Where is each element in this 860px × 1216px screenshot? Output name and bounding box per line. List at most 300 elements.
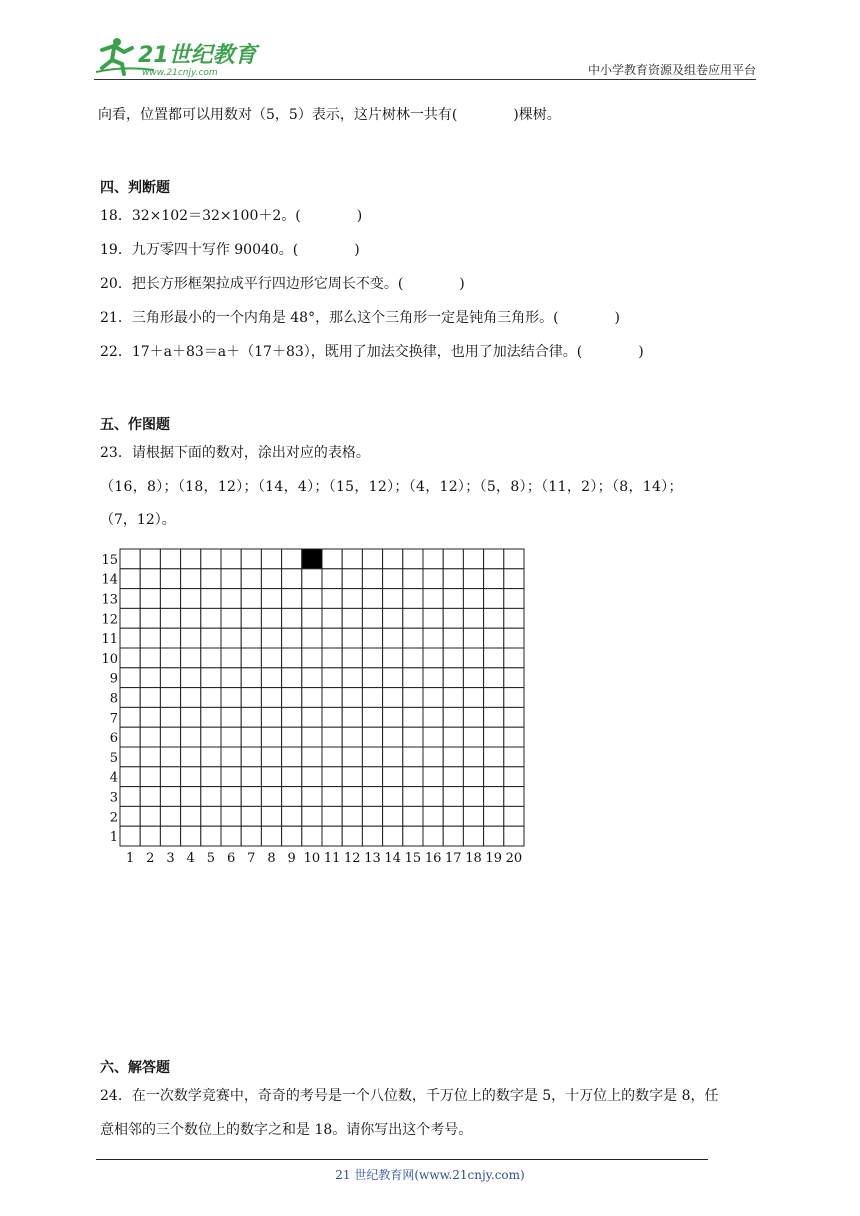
grid-cell[interactable] xyxy=(302,787,322,807)
grid-cell[interactable] xyxy=(201,787,221,807)
grid-cell[interactable] xyxy=(120,608,140,628)
grid-cell[interactable] xyxy=(443,569,463,589)
grid-cell[interactable] xyxy=(282,727,302,747)
grid-cell[interactable] xyxy=(362,549,382,569)
grid-cell[interactable] xyxy=(221,727,241,747)
grid-cell[interactable] xyxy=(342,589,362,609)
grid-cell[interactable] xyxy=(140,727,160,747)
grid-cell[interactable] xyxy=(282,549,302,569)
grid-cell[interactable] xyxy=(302,826,322,846)
grid-cell[interactable] xyxy=(241,707,261,727)
grid-cell[interactable] xyxy=(221,787,241,807)
grid-cell[interactable] xyxy=(221,806,241,826)
grid-cell[interactable] xyxy=(160,826,180,846)
filled-grid-cell[interactable] xyxy=(302,549,322,569)
grid-cell[interactable] xyxy=(342,767,362,787)
grid-cell[interactable] xyxy=(160,589,180,609)
grid-cell[interactable] xyxy=(484,707,504,727)
grid-cell[interactable] xyxy=(423,688,443,708)
grid-cell[interactable] xyxy=(140,628,160,648)
grid-cell[interactable] xyxy=(504,747,524,767)
grid-cell[interactable] xyxy=(282,747,302,767)
grid-cell[interactable] xyxy=(362,747,382,767)
grid-cell[interactable] xyxy=(302,688,322,708)
grid-cell[interactable] xyxy=(241,668,261,688)
grid-cell[interactable] xyxy=(463,668,483,688)
grid-cell[interactable] xyxy=(241,589,261,609)
grid-cell[interactable] xyxy=(342,569,362,589)
grid-cell[interactable] xyxy=(443,668,463,688)
grid-cell[interactable] xyxy=(403,628,423,648)
grid-cell[interactable] xyxy=(302,628,322,648)
grid-cell[interactable] xyxy=(443,628,463,648)
grid-cell[interactable] xyxy=(282,707,302,727)
grid-cell[interactable] xyxy=(241,549,261,569)
grid-cell[interactable] xyxy=(120,767,140,787)
grid-cell[interactable] xyxy=(302,608,322,628)
grid-cell[interactable] xyxy=(443,727,463,747)
grid-cell[interactable] xyxy=(181,747,201,767)
grid-cell[interactable] xyxy=(504,549,524,569)
grid-cell[interactable] xyxy=(120,806,140,826)
grid-cell[interactable] xyxy=(221,549,241,569)
grid-cell[interactable] xyxy=(282,826,302,846)
grid-cell[interactable] xyxy=(120,707,140,727)
grid-cell[interactable] xyxy=(201,707,221,727)
grid-cell[interactable] xyxy=(181,648,201,668)
grid-cell[interactable] xyxy=(140,569,160,589)
grid-cell[interactable] xyxy=(403,688,423,708)
grid-cell[interactable] xyxy=(140,787,160,807)
grid-cell[interactable] xyxy=(160,806,180,826)
grid-cell[interactable] xyxy=(362,767,382,787)
grid-cell[interactable] xyxy=(423,747,443,767)
grid-cell[interactable] xyxy=(362,787,382,807)
grid-cell[interactable] xyxy=(221,767,241,787)
grid-cell[interactable] xyxy=(181,628,201,648)
grid-cell[interactable] xyxy=(302,569,322,589)
grid-cell[interactable] xyxy=(261,727,281,747)
grid-cell[interactable] xyxy=(201,668,221,688)
grid-cell[interactable] xyxy=(443,787,463,807)
grid-cell[interactable] xyxy=(423,727,443,747)
grid-cell[interactable] xyxy=(160,549,180,569)
grid-cell[interactable] xyxy=(423,787,443,807)
grid-cell[interactable] xyxy=(140,688,160,708)
grid-cell[interactable] xyxy=(463,569,483,589)
grid-cell[interactable] xyxy=(261,589,281,609)
grid-cell[interactable] xyxy=(160,787,180,807)
grid-cell[interactable] xyxy=(201,648,221,668)
grid-cell[interactable] xyxy=(362,826,382,846)
grid-cell[interactable] xyxy=(342,688,362,708)
grid-cell[interactable] xyxy=(322,747,342,767)
grid-cell[interactable] xyxy=(504,688,524,708)
grid-cell[interactable] xyxy=(443,826,463,846)
grid-cell[interactable] xyxy=(140,826,160,846)
grid-cell[interactable] xyxy=(403,806,423,826)
grid-cell[interactable] xyxy=(443,806,463,826)
grid-cell[interactable] xyxy=(342,549,362,569)
grid-cell[interactable] xyxy=(261,707,281,727)
grid-cell[interactable] xyxy=(383,727,403,747)
grid-cell[interactable] xyxy=(120,569,140,589)
grid-cell[interactable] xyxy=(201,727,221,747)
grid-cell[interactable] xyxy=(403,648,423,668)
grid-cell[interactable] xyxy=(302,727,322,747)
grid-cell[interactable] xyxy=(282,628,302,648)
grid-cell[interactable] xyxy=(181,727,201,747)
grid-cell[interactable] xyxy=(241,608,261,628)
grid-cell[interactable] xyxy=(160,608,180,628)
grid-cell[interactable] xyxy=(403,549,423,569)
grid-cell[interactable] xyxy=(181,787,201,807)
grid-cell[interactable] xyxy=(241,648,261,668)
grid-cell[interactable] xyxy=(160,628,180,648)
grid-cell[interactable] xyxy=(362,648,382,668)
grid-cell[interactable] xyxy=(322,628,342,648)
grid-cell[interactable] xyxy=(322,569,342,589)
grid-cell[interactable] xyxy=(282,569,302,589)
grid-cell[interactable] xyxy=(484,628,504,648)
grid-cell[interactable] xyxy=(423,589,443,609)
grid-cell[interactable] xyxy=(302,767,322,787)
grid-cell[interactable] xyxy=(322,608,342,628)
grid-cell[interactable] xyxy=(181,668,201,688)
grid-cell[interactable] xyxy=(120,787,140,807)
grid-cell[interactable] xyxy=(423,628,443,648)
grid-cell[interactable] xyxy=(463,767,483,787)
grid-cell[interactable] xyxy=(120,688,140,708)
grid-cell[interactable] xyxy=(140,806,160,826)
grid-cell[interactable] xyxy=(282,806,302,826)
grid-cell[interactable] xyxy=(261,826,281,846)
grid-cell[interactable] xyxy=(120,589,140,609)
grid-cell[interactable] xyxy=(504,668,524,688)
grid-cell[interactable] xyxy=(484,668,504,688)
grid-cell[interactable] xyxy=(241,826,261,846)
grid-cell[interactable] xyxy=(403,767,423,787)
grid-cell[interactable] xyxy=(383,648,403,668)
grid-cell[interactable] xyxy=(463,648,483,668)
grid-cell[interactable] xyxy=(484,767,504,787)
grid-cell[interactable] xyxy=(504,806,524,826)
grid-cell[interactable] xyxy=(120,747,140,767)
grid-cell[interactable] xyxy=(383,668,403,688)
grid-cell[interactable] xyxy=(484,747,504,767)
grid-cell[interactable] xyxy=(302,668,322,688)
grid-cell[interactable] xyxy=(322,826,342,846)
grid-cell[interactable] xyxy=(140,668,160,688)
grid-cell[interactable] xyxy=(362,727,382,747)
grid-cell[interactable] xyxy=(342,787,362,807)
grid-cell[interactable] xyxy=(362,688,382,708)
grid-cell[interactable] xyxy=(484,569,504,589)
grid-cell[interactable] xyxy=(484,806,504,826)
grid-cell[interactable] xyxy=(261,806,281,826)
grid-cell[interactable] xyxy=(443,707,463,727)
grid-cell[interactable] xyxy=(362,569,382,589)
grid-cell[interactable] xyxy=(221,668,241,688)
grid-cell[interactable] xyxy=(504,648,524,668)
grid-cell[interactable] xyxy=(201,608,221,628)
grid-cell[interactable] xyxy=(362,628,382,648)
grid-cell[interactable] xyxy=(322,707,342,727)
grid-cell[interactable] xyxy=(443,549,463,569)
grid-cell[interactable] xyxy=(463,747,483,767)
grid-cell[interactable] xyxy=(241,569,261,589)
grid-cell[interactable] xyxy=(241,688,261,708)
grid-cell[interactable] xyxy=(160,668,180,688)
grid-cell[interactable] xyxy=(302,648,322,668)
grid-cell[interactable] xyxy=(201,569,221,589)
grid-cell[interactable] xyxy=(201,589,221,609)
grid-cell[interactable] xyxy=(221,569,241,589)
grid-cell[interactable] xyxy=(120,727,140,747)
grid-cell[interactable] xyxy=(342,826,362,846)
grid-cell[interactable] xyxy=(120,668,140,688)
grid-cell[interactable] xyxy=(463,707,483,727)
grid-cell[interactable] xyxy=(362,707,382,727)
grid-cell[interactable] xyxy=(261,787,281,807)
grid-cell[interactable] xyxy=(282,648,302,668)
grid-cell[interactable] xyxy=(241,787,261,807)
grid-cell[interactable] xyxy=(322,767,342,787)
grid-cell[interactable] xyxy=(241,767,261,787)
grid-cell[interactable] xyxy=(221,648,241,668)
grid-cell[interactable] xyxy=(221,747,241,767)
grid-cell[interactable] xyxy=(383,787,403,807)
grid-cell[interactable] xyxy=(302,747,322,767)
grid-cell[interactable] xyxy=(362,806,382,826)
grid-cell[interactable] xyxy=(342,648,362,668)
grid-cell[interactable] xyxy=(241,806,261,826)
grid-cell[interactable] xyxy=(443,747,463,767)
grid-cell[interactable] xyxy=(261,648,281,668)
grid-cell[interactable] xyxy=(463,826,483,846)
grid-cell[interactable] xyxy=(463,688,483,708)
grid-cell[interactable] xyxy=(383,826,403,846)
grid-cell[interactable] xyxy=(201,747,221,767)
grid-cell[interactable] xyxy=(181,707,201,727)
grid-cell[interactable] xyxy=(201,826,221,846)
grid-cell[interactable] xyxy=(201,767,221,787)
grid-cell[interactable] xyxy=(181,608,201,628)
grid-cell[interactable] xyxy=(221,608,241,628)
grid-cell[interactable] xyxy=(140,648,160,668)
grid-cell[interactable] xyxy=(322,589,342,609)
grid-cell[interactable] xyxy=(383,628,403,648)
grid-cell[interactable] xyxy=(443,589,463,609)
grid-cell[interactable] xyxy=(423,648,443,668)
grid-cell[interactable] xyxy=(463,806,483,826)
grid-cell[interactable] xyxy=(201,688,221,708)
grid-cell[interactable] xyxy=(423,707,443,727)
grid-cell[interactable] xyxy=(484,826,504,846)
grid-cell[interactable] xyxy=(282,787,302,807)
grid-cell[interactable] xyxy=(443,608,463,628)
grid-cell[interactable] xyxy=(140,747,160,767)
grid-cell[interactable] xyxy=(322,549,342,569)
grid-cell[interactable] xyxy=(302,589,322,609)
grid-cell[interactable] xyxy=(322,648,342,668)
grid-cell[interactable] xyxy=(463,727,483,747)
grid-cell[interactable] xyxy=(181,826,201,846)
grid-cell[interactable] xyxy=(443,648,463,668)
grid-cell[interactable] xyxy=(120,648,140,668)
grid-cell[interactable] xyxy=(160,767,180,787)
grid-cell[interactable] xyxy=(282,608,302,628)
grid-cell[interactable] xyxy=(120,826,140,846)
grid-cell[interactable] xyxy=(443,688,463,708)
grid-cell[interactable] xyxy=(383,767,403,787)
grid-cell[interactable] xyxy=(322,688,342,708)
grid-cell[interactable] xyxy=(383,707,403,727)
grid-cell[interactable] xyxy=(221,628,241,648)
grid-cell[interactable] xyxy=(362,668,382,688)
grid-cell[interactable] xyxy=(423,767,443,787)
grid-cell[interactable] xyxy=(221,707,241,727)
grid-cell[interactable] xyxy=(302,806,322,826)
grid-cell[interactable] xyxy=(383,569,403,589)
grid-cell[interactable] xyxy=(463,787,483,807)
grid-cell[interactable] xyxy=(261,549,281,569)
grid-cell[interactable] xyxy=(342,727,362,747)
grid-cell[interactable] xyxy=(383,747,403,767)
grid-cell[interactable] xyxy=(403,787,423,807)
grid-cell[interactable] xyxy=(181,767,201,787)
grid-cell[interactable] xyxy=(463,589,483,609)
grid-cell[interactable] xyxy=(403,608,423,628)
grid-cell[interactable] xyxy=(342,707,362,727)
grid-cell[interactable] xyxy=(261,668,281,688)
grid-cell[interactable] xyxy=(342,668,362,688)
grid-cell[interactable] xyxy=(403,826,423,846)
grid-cell[interactable] xyxy=(403,589,423,609)
grid-cell[interactable] xyxy=(261,608,281,628)
grid-cell[interactable] xyxy=(241,628,261,648)
grid-cell[interactable] xyxy=(383,608,403,628)
grid-cell[interactable] xyxy=(423,806,443,826)
grid-cell[interactable] xyxy=(201,628,221,648)
grid-cell[interactable] xyxy=(140,549,160,569)
grid-cell[interactable] xyxy=(504,707,524,727)
grid-cell[interactable] xyxy=(221,589,241,609)
grid-cell[interactable] xyxy=(261,767,281,787)
grid-cell[interactable] xyxy=(423,549,443,569)
grid-cell[interactable] xyxy=(383,589,403,609)
grid-cell[interactable] xyxy=(463,608,483,628)
grid-cell[interactable] xyxy=(120,549,140,569)
grid-cell[interactable] xyxy=(221,688,241,708)
grid-cell[interactable] xyxy=(342,608,362,628)
grid-cell[interactable] xyxy=(282,668,302,688)
grid-cell[interactable] xyxy=(261,688,281,708)
grid-cell[interactable] xyxy=(282,688,302,708)
grid-cell[interactable] xyxy=(383,549,403,569)
grid-cell[interactable] xyxy=(140,767,160,787)
grid-cell[interactable] xyxy=(201,806,221,826)
grid-cell[interactable] xyxy=(302,707,322,727)
grid-cell[interactable] xyxy=(403,707,423,727)
grid-cell[interactable] xyxy=(160,688,180,708)
grid-cell[interactable] xyxy=(221,826,241,846)
grid-cell[interactable] xyxy=(484,608,504,628)
grid-cell[interactable] xyxy=(423,569,443,589)
grid-cell[interactable] xyxy=(484,589,504,609)
grid-cell[interactable] xyxy=(504,569,524,589)
grid-cell[interactable] xyxy=(322,787,342,807)
grid-cell[interactable] xyxy=(484,688,504,708)
grid-cell[interactable] xyxy=(160,727,180,747)
grid-cell[interactable] xyxy=(322,806,342,826)
grid-cell[interactable] xyxy=(504,589,524,609)
grid-cell[interactable] xyxy=(342,806,362,826)
grid-cell[interactable] xyxy=(403,668,423,688)
grid-cell[interactable] xyxy=(241,747,261,767)
grid-cell[interactable] xyxy=(181,688,201,708)
grid-cell[interactable] xyxy=(362,608,382,628)
grid-cell[interactable] xyxy=(463,628,483,648)
grid-cell[interactable] xyxy=(261,747,281,767)
grid-cell[interactable] xyxy=(403,569,423,589)
grid-cell[interactable] xyxy=(140,608,160,628)
grid-cell[interactable] xyxy=(140,589,160,609)
grid-cell[interactable] xyxy=(342,628,362,648)
grid-cell[interactable] xyxy=(463,549,483,569)
grid-cell[interactable] xyxy=(181,806,201,826)
grid-cell[interactable] xyxy=(322,727,342,747)
grid-cell[interactable] xyxy=(160,648,180,668)
grid-cell[interactable] xyxy=(201,549,221,569)
grid-cell[interactable] xyxy=(160,569,180,589)
grid-cell[interactable] xyxy=(504,628,524,648)
grid-cell[interactable] xyxy=(261,569,281,589)
grid-cell[interactable] xyxy=(504,727,524,747)
grid-cell[interactable] xyxy=(504,787,524,807)
grid-cell[interactable] xyxy=(241,727,261,747)
grid-cell[interactable] xyxy=(423,608,443,628)
grid-cell[interactable] xyxy=(383,806,403,826)
grid-cell[interactable] xyxy=(423,826,443,846)
grid-cell[interactable] xyxy=(322,668,342,688)
grid-cell[interactable] xyxy=(181,549,201,569)
grid-cell[interactable] xyxy=(484,648,504,668)
grid-cell[interactable] xyxy=(403,727,423,747)
grid-cell[interactable] xyxy=(261,628,281,648)
grid-cell[interactable] xyxy=(484,549,504,569)
grid-cell[interactable] xyxy=(181,569,201,589)
grid-cell[interactable] xyxy=(342,747,362,767)
grid-cell[interactable] xyxy=(504,767,524,787)
grid-cell[interactable] xyxy=(504,608,524,628)
grid-cell[interactable] xyxy=(403,747,423,767)
grid-cell[interactable] xyxy=(362,589,382,609)
grid-cell[interactable] xyxy=(383,688,403,708)
grid-cell[interactable] xyxy=(120,628,140,648)
grid-cell[interactable] xyxy=(423,668,443,688)
grid-cell[interactable] xyxy=(140,707,160,727)
grid-cell[interactable] xyxy=(282,589,302,609)
grid-cell[interactable] xyxy=(181,589,201,609)
grid-cell[interactable] xyxy=(160,747,180,767)
grid-cell[interactable] xyxy=(282,767,302,787)
coordinate-grid[interactable] xyxy=(96,547,536,872)
grid-cell[interactable] xyxy=(484,787,504,807)
grid-cell[interactable] xyxy=(484,727,504,747)
grid-cell[interactable] xyxy=(160,707,180,727)
grid-cell[interactable] xyxy=(504,826,524,846)
